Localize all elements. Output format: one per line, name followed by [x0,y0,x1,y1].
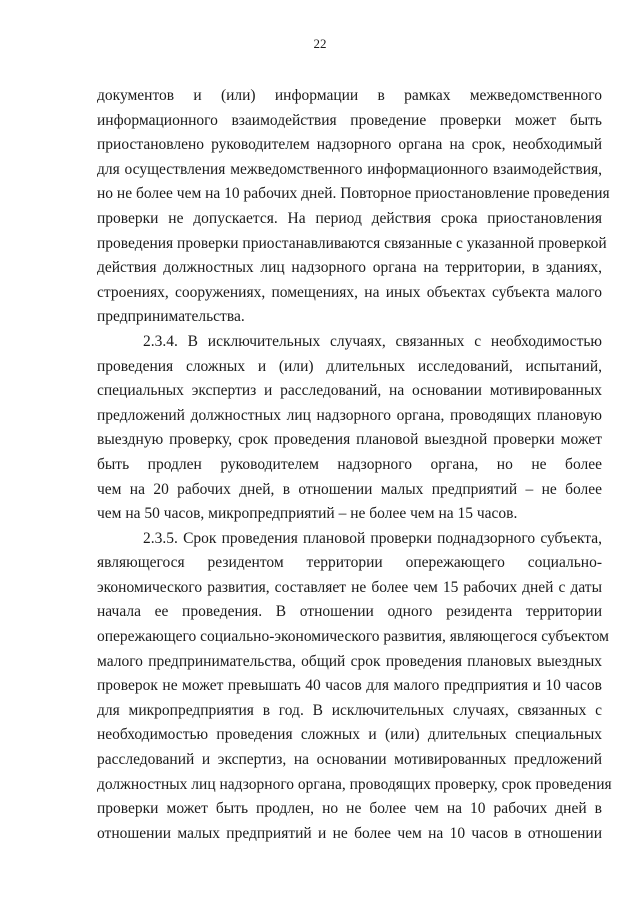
text-line: являющегося резидентом территории опережающего социально- [97,554,602,572]
text-line: документов и (или) информации в рамках межведомственного [97,87,602,104]
text-line: действия должностных лиц надзорного органа на территории, в зданиях, [97,259,602,277]
paragraph-2-3-4 [97,330,602,527]
text-line: проведения проверки приостанавливаются связанные с указанной проверкой [97,234,607,252]
text-line: приостановлено руководителем надзорного органа на срок, необходимый [97,136,602,154]
page-number: 22 [313,36,327,51]
text-line: проведения сложных и (или) длительных исследований, испытаний, [97,357,602,375]
text-line: чем на 50 часов, микропредприятий – не более чем на 15 часов. [97,505,518,523]
text-line: для микропредприятия в год. В исключительных случаях, связанных с [97,701,602,719]
text-line: проверки не допускается. На период действия срока приостановления [97,209,602,227]
text-line: специальных экспертиз и расследований, на основании мотивированных [97,382,602,400]
text-line: но не более чем на 10 рабочих дней. Повторное приостановление проведения [97,185,610,203]
text-line: проверки может быть продлен, но не более чем на 10 рабочих дней в [97,800,602,818]
text-line: начала ее проведения. В отношении одного резидента территории [97,603,602,621]
document-body [97,84,612,846]
text-line: строениях, сооружениях, помещениях, на иных объектах субъекта малого [97,283,602,301]
paragraph-2-3-5 [97,527,612,847]
text-line: отношении малых предприятий и не более чем на 10 часов в отношении [97,824,602,842]
text-line: предпринимательства. [97,308,245,326]
text-line: необходимостью проведения сложных и (или) длительных специальных [97,726,602,744]
text-line: информационного взаимодействия проведение проверки может быть [97,111,602,129]
text-line: экономического развития, составляет не более чем 15 рабочих дней с даты [97,578,602,596]
text-line: проверок не может превышать 40 часов для малого предприятия и 10 часов [97,677,602,695]
text-line: быть продлен руководителем надзорного органа, но не более [97,455,602,473]
text-line: 2.3.5. Срок проведения плановой проверки поднадзорного субъекта, [143,529,602,547]
text-line: опережающего социально-экономического развития, являющегося субъектом [97,628,609,646]
text-line: предложений должностных лиц надзорного органа, проводящих плановую [97,406,602,424]
text-line: малого предпринимательства, общий срок проведения плановых выездных [97,652,602,670]
text-line: для осуществления межведомственного информационного взаимодействия, [97,160,602,178]
text-line: 2.3.4. В исключительных случаях, связанных с необходимостью [143,332,602,350]
paragraph-continuation [97,84,610,330]
text-line: выездную проверку, срок проведения плановой выездной проверки может [97,431,602,449]
text-line: должностных лиц надзорного органа, проводящих проверку, срок проведения [97,775,612,793]
text-line: чем на 20 рабочих дней, в отношении малых предприятий – не более [97,480,602,498]
text-line: расследований и экспертиз, на основании мотивированных предложений [97,751,602,769]
